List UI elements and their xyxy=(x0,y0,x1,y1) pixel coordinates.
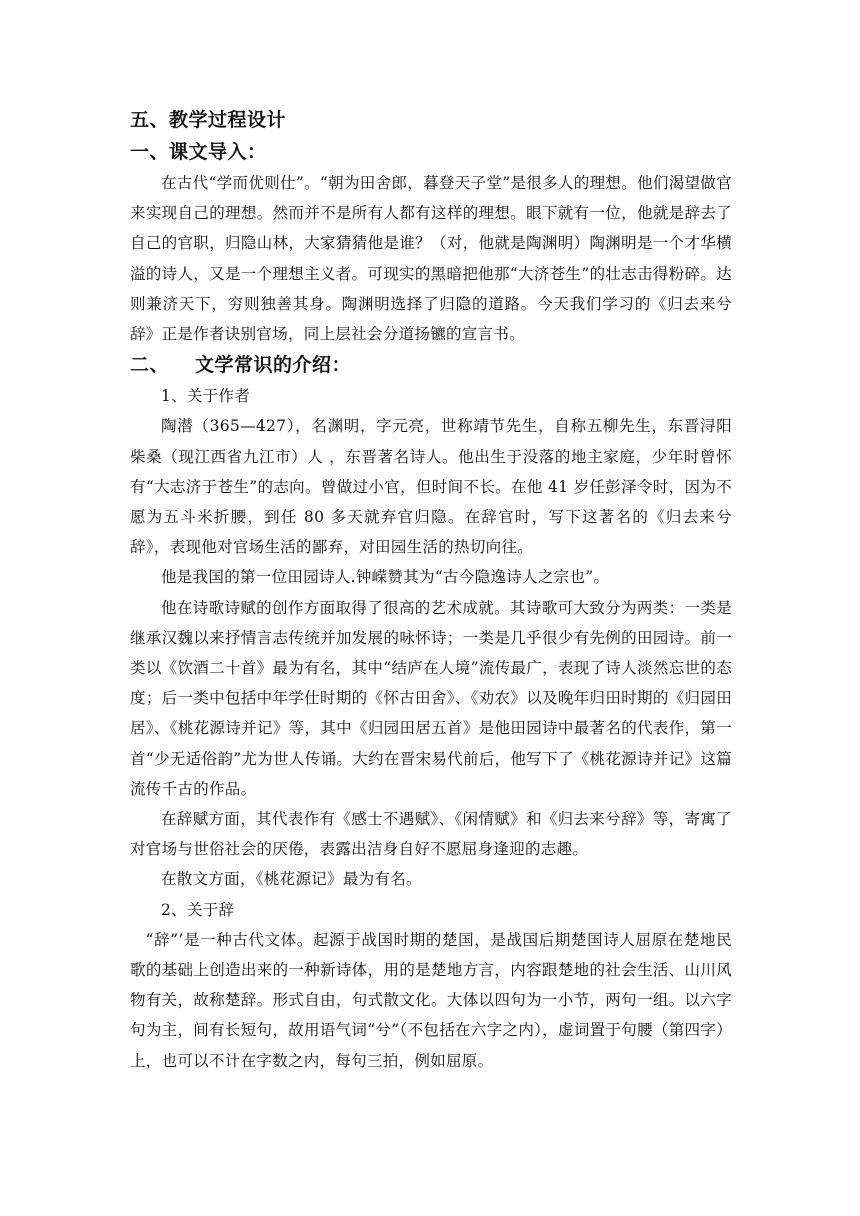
intro-paragraph: 在古代“学而优则仕”。“朝为田舍郎，暮登天子堂”是很多人的理想。他们渴望做官来实现自己的理想。然而并不是所有人都有这样的理想。眼下就有一位，他就是辞去了自己的官职，归隐山林，大家猜猜他是谁？（对，他就是陶渊明）陶渊明是一个才华横溢的诗人，又是一个理想主义者。可现实的黑暗把他那“大济苍生”的壮志击得粉碎。达则兼济天下，穷则独善其身。陶渊明选择了归隐的道路。今天我们学习的《归去来兮辞》正是作者诀别官场，同上层社会分道扬镳的宣言书。 xyxy=(130,174,732,344)
author-paragraph-3: 他在诗歌诗赋的创作方面取得了很高的艺术成就。其诗歌可大致分为两类：一类是继承汉魏以来抒情言志传统并加发展的咏怀诗；一类是几乎很少有先例的田园诗。前一类以《饮酒二十首》最为有名，其中“结庐在人境”流传最广，表现了诗人淡然忘世的态度；后一类中包括中年学仕时期的《怀古田舍》、《劝农》以及晚年归田时期的《归园田居》、《桃花源诗并记》等，其中《归园田居五首》是他田园诗中最著名的代表作，第一首“少无适俗韵”尤为世人传诵。大约在晋宋易代前后，他写下了《桃花源诗并记》这篇流传千古的作品。 xyxy=(130,598,732,798)
author-paragraph-2: 他是我国的第一位田园诗人.钟嵘赞其为“古今隐逸诗人之宗也”。 xyxy=(161,568,610,587)
section-title: 五、教学过程设计 xyxy=(130,109,287,131)
document-page xyxy=(130,104,732,1076)
literature-heading-text: 文学常识的介绍： xyxy=(195,354,352,377)
literature-heading-number: 二、 xyxy=(130,354,170,377)
ci-paragraph: “辞”’是一种古代文体。起源于战国时期的楚国，是战国后期楚国诗人屈原在楚地民歌的基础上创造出来的一种新诗体，用的是楚地方言，内容跟楚地的社会生活、山川风物有关，故称楚辞。形式自由，句式散文化。大体以四句为一小节，两句一组。以六字句为主，间有长短句，故用语气词“兮”（不包括在六字之内），虚词置于句腰（第四字）上，也可以不计在字数之内，每句三拍，例如屈原。 xyxy=(130,930,732,1070)
author-paragraph-5: 在散文方面，《桃花源记》最为有名。 xyxy=(161,870,422,889)
author-subheading: 1、关于作者 xyxy=(161,387,251,406)
ci-subheading: 2、关于辞 xyxy=(161,900,235,919)
intro-heading: 一、课文导入： xyxy=(130,141,267,163)
author-paragraph-1: 陶潜（365—427），名渊明，字元亮，世称靖节先生，自称五柳先生，东晋浔阳柴桑（现江西省九江市）人 ，东晋著名诗人。他出生于没落的地主家庭，少年时曾怀有“大志济于苍生”的志向。曾做过小官，但时间不长。在他 41 岁任彭泽令时，因为不愿为五斗米折腰，到任 80 多天就弃官归隐。在辞官时，写下这著名的《归去来兮辞》，表现他对官场生活的鄙弃，对田园生活的热切向往。 xyxy=(130,417,732,557)
author-paragraph-4: 在辞赋方面，其代表作有《感士不遇赋》、《闲情赋》和《归去来兮辞》等，寄寓了对官场与世俗社会的厌倦，表露出洁身自好不愿屈身逢迎的志趣。 xyxy=(130,810,732,859)
literature-heading xyxy=(130,349,732,381)
